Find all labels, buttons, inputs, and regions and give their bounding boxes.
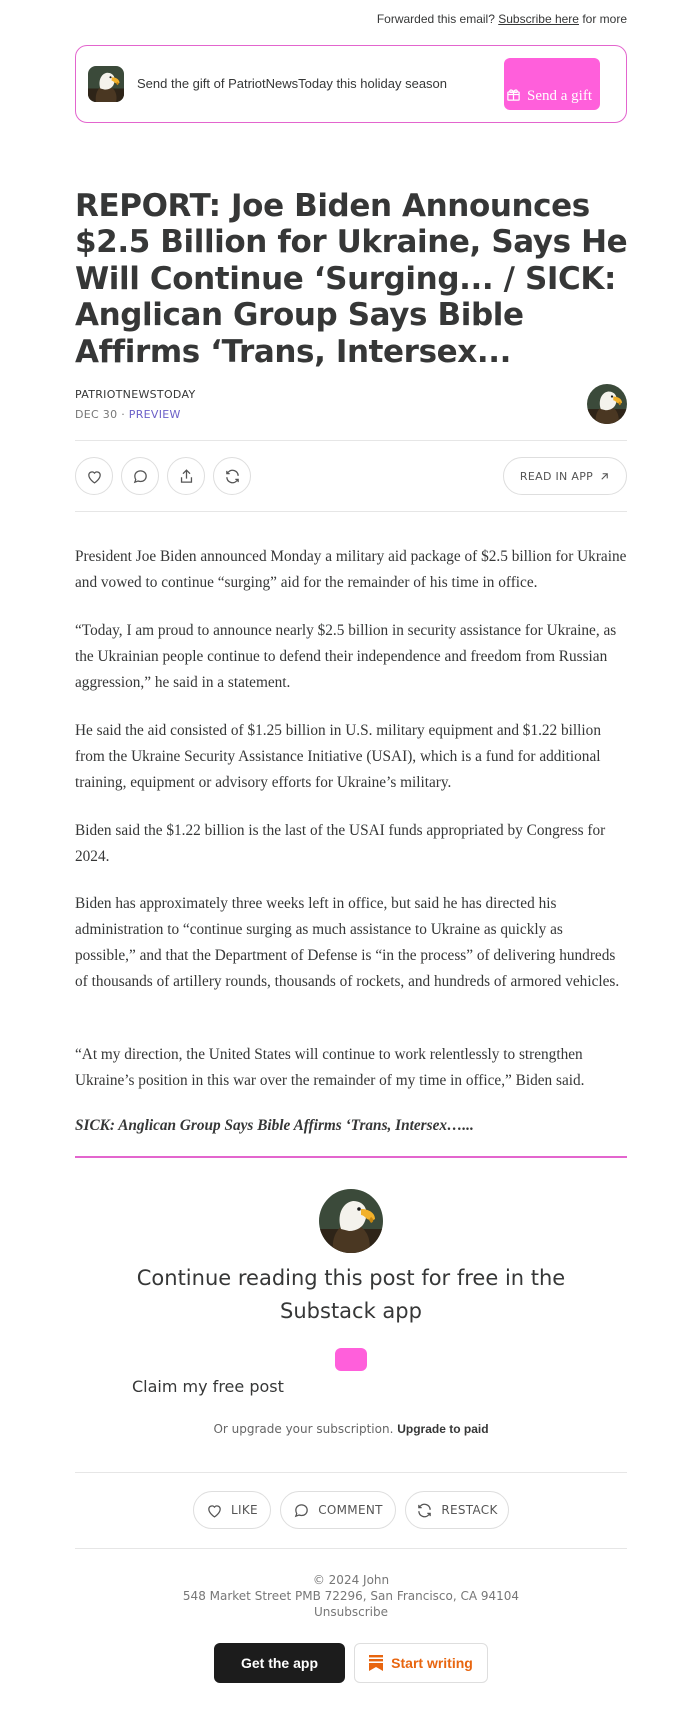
publication-avatar-small	[88, 66, 124, 102]
upgrade-notice	[75, 1422, 627, 1436]
comment-icon	[132, 468, 149, 485]
share-icon	[178, 468, 195, 485]
claim-free-post-link[interactable]: Claim my free post	[132, 1377, 284, 1396]
restack-icon	[224, 468, 241, 485]
unsubscribe-link	[75, 1605, 627, 1619]
forward-suffix: for more	[582, 12, 627, 26]
share-icon-button[interactable]	[167, 457, 205, 495]
publication-name[interactable]: PATRIOTNEWSTODAY	[75, 388, 196, 401]
restack-button[interactable]	[405, 1491, 509, 1529]
body-paragraph: President Joe Biden announced Monday a military aid package of $2.5 billion for Ukraine and vowed to continue “surging” aid for the remainder of his time in office.	[75, 548, 627, 591]
substack-logo-icon	[369, 1655, 383, 1671]
comment-button[interactable]	[280, 1491, 396, 1529]
comment-icon-button[interactable]	[121, 457, 159, 495]
body-paragraph: “Today, I am proud to announce nearly $2.5 billion in security assistance for Ukraine, as the Ukrainian people continue to defend their independence and freedom from Russian aggression,” he said in a statement.	[75, 622, 617, 691]
post-meta	[75, 408, 181, 421]
get-app-button[interactable]: Get the app	[214, 1643, 345, 1683]
read-in-app-button[interactable]	[503, 457, 627, 495]
publication-avatar-large	[319, 1189, 383, 1253]
sick-headline: SICK: Anglican Group Says Bible Affirms ‘Trans, Intersex…...	[75, 1117, 474, 1134]
upgrade-prefix: Or upgrade your subscription.	[213, 1422, 394, 1436]
divider	[75, 440, 627, 441]
body-paragraph: “At my direction, the United States will continue to work relentlessly to strengthen Ukraine’s position in this war over the remainder of my time in office,” Biden said.	[75, 1046, 585, 1089]
divider	[75, 1548, 627, 1549]
preview-label: PREVIEW	[128, 408, 181, 421]
subscribe-link[interactable]: Subscribe here	[498, 12, 579, 26]
restack-icon	[416, 1502, 433, 1519]
comment-icon	[293, 1502, 310, 1519]
divider	[75, 511, 627, 512]
read-in-app-label: READ IN APP	[519, 469, 594, 483]
send-gift-button[interactable]	[504, 58, 600, 110]
claim-button[interactable]	[335, 1348, 367, 1371]
comment-label: COMMENT	[318, 1503, 383, 1517]
author-avatar[interactable]	[587, 384, 627, 424]
footer-address: 548 Market Street PMB 72296, San Francisco, CA 94104	[182, 1589, 520, 1603]
unsubscribe-text[interactable]: Unsubscribe	[314, 1605, 388, 1619]
post-title: REPORT: Joe Biden Announces $2.5 Billion for Ukraine, Says He Will Continue ‘Surging... / SICK: Anglican Group Says Bible Affirms ‘Trans, Intersex...	[75, 188, 628, 370]
start-writing-label: Start writing	[391, 1655, 473, 1671]
meta-separator: ·	[121, 408, 125, 421]
gift-banner	[75, 45, 627, 123]
gift-icon	[506, 87, 521, 102]
send-gift-label: Send a gift	[527, 88, 592, 104]
like-icon-button[interactable]	[75, 457, 113, 495]
paywall-heading	[75, 1262, 627, 1328]
start-writing-button[interactable]	[354, 1643, 488, 1683]
restack-label: RESTACK	[441, 1503, 498, 1517]
heart-icon	[206, 1502, 223, 1519]
forward-notice	[377, 12, 627, 26]
arrow-up-right-icon	[599, 471, 610, 482]
forward-prefix: Forwarded this email?	[376, 12, 495, 26]
restack-icon-button[interactable]	[213, 457, 251, 495]
divider	[75, 1472, 627, 1473]
like-button[interactable]	[193, 1491, 271, 1529]
gift-banner-text: Send the gift of PatriotNewsToday this holiday season	[137, 76, 448, 91]
heart-icon	[86, 468, 103, 485]
paywall-heading-text: Continue reading this post for free in the Substack app	[136, 1266, 566, 1323]
post-date: DEC 30	[75, 408, 118, 421]
body-paragraph: He said the aid consisted of $1.25 billion in U.S. military equipment and $1.22 billion from the Ukraine Security Assistance Initiative (USAI), which is a fund for additional training, equipment or advisory efforts for Ukraine’s military.	[75, 722, 601, 791]
upgrade-to-paid-link[interactable]: Upgrade to paid	[397, 1422, 489, 1436]
like-label: LIKE	[231, 1503, 258, 1517]
body-paragraph: Biden has approximately three weeks left in office, but said he has directed his administration to “continue surging as much assistance to Ukraine as quickly as possible,” and that the Department of Defense is “in the process” of delivering hundreds of thousands of artillery rounds, thousands of rockets, and hundreds of armored vehicles.	[75, 895, 620, 990]
footer-copyright: © 2024 John	[312, 1573, 390, 1587]
paywall-divider	[75, 1156, 627, 1158]
body-paragraph: Biden said the $1.22 billion is the last of the USAI funds appropriated by Congress for 2024.	[75, 822, 606, 865]
